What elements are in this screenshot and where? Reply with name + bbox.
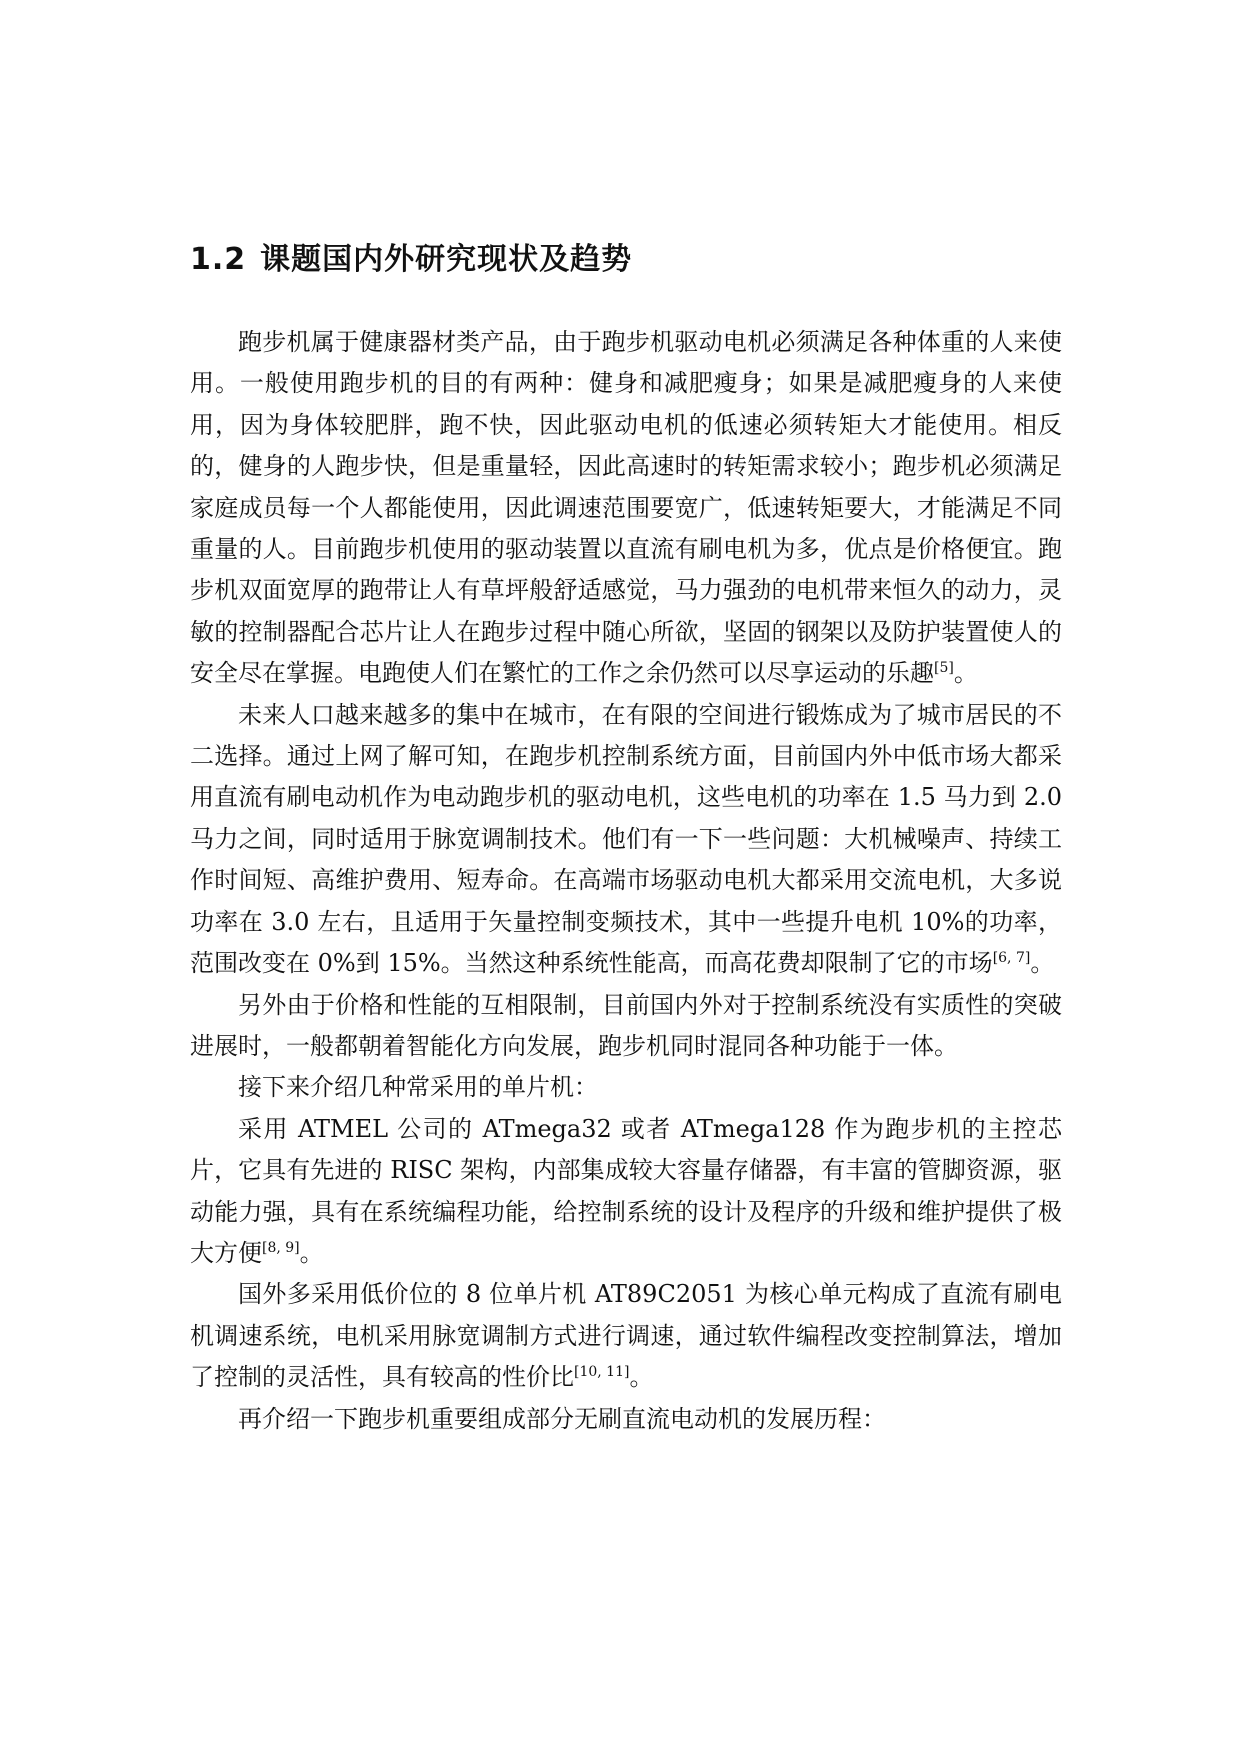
paragraph-end: 。 [953, 659, 978, 688]
paragraph-market-status [190, 695, 1062, 985]
paragraph-text: 另外由于价格和性能的互相限制，目前国内外对于控制系统没有实质性的突破进展时，一般都朝着智能化方向发展，跑步机同时混同各种功能于一体。 [190, 990, 1062, 1060]
paragraph-text: 再介绍一下跑步机重要组成部分无刷直流电动机的发展历程： [238, 1404, 886, 1433]
section-heading [190, 240, 632, 280]
section-title: 课题国内外研究现状及趋势 [260, 242, 633, 277]
citation: [6, 7] [992, 950, 1031, 967]
paragraph-atmega [190, 1109, 1062, 1275]
paragraph-bldc-history [190, 1399, 1062, 1440]
citation: [8, 9] [262, 1239, 300, 1256]
section-number: 1.2 [190, 242, 247, 277]
paragraph-end: 。 [1030, 949, 1055, 978]
paragraph-end: 。 [299, 1238, 324, 1267]
paragraph-development-trend [190, 985, 1062, 1068]
paragraph-text: 国外多采用低价位的 8 位单片机 AT89C2051 为核心单元构成了直流有刷电机调速系统，电机采用脉宽调制方式进行调速，通过软件编程改变控制算法，增加了控制的灵活性，具有较高的性价比 [190, 1280, 1062, 1392]
paragraph-text: 采用 ATMEL 公司的 ATmega32 或者 ATmega128 作为跑步机的主控芯片，它具有先进的 RISC 架构，内部集成较大容量存储器，有丰富的管脚资源，驱动能力强，具有在系统编程功能，给控制系统的设计及程序的升级和维护提供了极大方便 [190, 1114, 1062, 1267]
paragraph-text: 接下来介绍几种常采用的单片机： [238, 1073, 598, 1102]
paragraph-treadmill-overview [190, 322, 1062, 695]
paragraph-mcu-intro [190, 1067, 1062, 1108]
citation: [10, 11] [574, 1364, 630, 1381]
paragraph-text: 未来人口越来越多的集中在城市，在有限的空间进行锻炼成为了城市居民的不二选择。通过上网了解可知，在跑步机控制系统方面，目前国内外中低市场大都采用直流有刷电动机作为电动跑步机的驱动电机，这些电机的功率在 1.5 马力到 2.0 马力之间，同时适用于脉宽调制技术。他们有一下一些问题：大机械噪声、持续工作时间短、高维护费用、短寿命。在高端市场驱动电机大都采用交流电机，大多说功率在 3.0 左右，且适用于矢量控制变频技术，其中一些提升电机 10%的功率，范围改变在 0%到 15%。当然这种系统性能高，而高花费却限制了它的市场 [190, 700, 1062, 978]
paragraph-end: 。 [629, 1363, 654, 1392]
citation: [5] [934, 660, 954, 677]
section-body [190, 322, 1062, 1440]
paragraph-text: 跑步机属于健康器材类产品，由于跑步机驱动电机必须满足各种体重的人来使用。一般使用跑步机的目的有两种：健身和减肥瘦身；如果是减肥瘦身的人来使用，因为身体较肥胖，跑不快，因此驱动电机的低速必须转矩大才能使用。相反的，健身的人跑步快，但是重量轻，因此高速时的转矩需求较小；跑步机必须满足家庭成员每一个人都能使用，因此调速范围要宽广，低速转矩要大，才能满足不同重量的人。目前跑步机使用的驱动装置以直流有刷电机为多，优点是价格便宜。跑步机双面宽厚的跑带让人有草坪般舒适感觉，马力强劲的电机带来恒久的动力，灵敏的控制器配合芯片让人在跑步过程中随心所欲，坚固的钢架以及防护装置使人的安全尽在掌握。电跑使人们在繁忙的工作之余仍然可以尽享运动的乐趣 [190, 328, 1062, 688]
paragraph-at89c2051 [190, 1274, 1062, 1398]
